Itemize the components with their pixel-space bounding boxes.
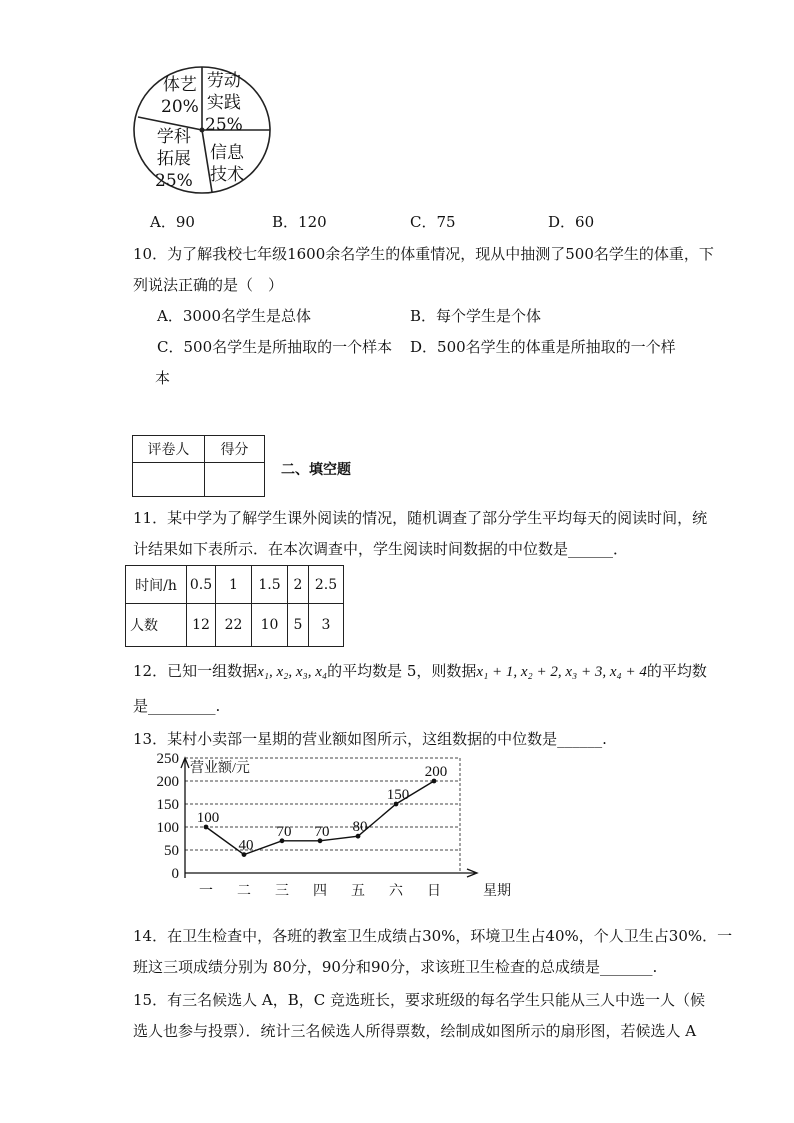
y-tick-label: 150 xyxy=(156,797,179,813)
pie-center xyxy=(200,128,205,133)
option-text: 3000名学生是总体 xyxy=(182,307,312,325)
y-tick-label: 250 xyxy=(156,751,179,767)
table-cell: 0.5 xyxy=(187,566,216,604)
table-cell: 5 xyxy=(288,604,309,647)
q10-option-d[interactable] xyxy=(410,337,676,357)
q10-option-a[interactable] xyxy=(157,306,311,326)
q12-prefix: 12．已知一组数据 xyxy=(133,662,258,680)
q10-stem-line1: 10．为了解我校七年级1600余名学生的体重情况，现从中抽测了500名学生的体重，下 xyxy=(133,245,714,263)
option-text: 120 xyxy=(298,213,327,231)
q10-option-c[interactable] xyxy=(157,337,392,357)
option-text: 90 xyxy=(175,213,195,231)
x-tick-label: 四 xyxy=(313,884,327,899)
table-cell: 22 xyxy=(216,604,252,647)
pie-label-xueke xyxy=(155,126,193,192)
q14-stem-line1: 14．在卫生检查中，各班的教室卫生成绩占30%，环境卫生占40%，个人卫生占30%．一 xyxy=(133,927,733,945)
pie-label-line: 信息 xyxy=(210,143,244,163)
score-cell[interactable] xyxy=(204,463,264,497)
x-tick-label: 六 xyxy=(389,884,403,899)
data-label: 70 xyxy=(314,823,330,840)
option-letter: D． xyxy=(410,338,438,356)
data-label: 100 xyxy=(196,810,220,826)
pie-label-line: 技术 xyxy=(210,165,244,185)
x-tick-label: 五 xyxy=(351,884,365,899)
grader-table xyxy=(132,435,265,497)
q10-option-d-wrap: 本 xyxy=(155,369,171,387)
option-letter: C． xyxy=(157,338,184,356)
option-letter: C． xyxy=(410,213,437,231)
x-tick-label: 二 xyxy=(237,884,251,899)
q14-stem-line2: 班这三项成绩分别为 80分，90分和90分，求该班卫生检查的总成绩是_______. xyxy=(133,958,658,976)
score-header: 得分 xyxy=(204,436,264,463)
pie-label-xinxi xyxy=(210,142,244,186)
option-text: 每个学生是个体 xyxy=(436,307,542,325)
q15-stem-line1: 15．有三名候选人 A，B，C 竞选班长，要求班级的每名学生只能从三人中选一人（候 xyxy=(133,991,705,1009)
y-tick-label: 100 xyxy=(156,820,179,836)
q12-stem-line2: 是_________. xyxy=(133,697,221,715)
table-cell: 1.5 xyxy=(252,566,288,604)
option-text: 60 xyxy=(575,213,595,231)
q9-option-c[interactable] xyxy=(410,212,456,232)
data-label: 70 xyxy=(276,823,292,840)
pie-label-line: 拓展 xyxy=(156,149,191,169)
q13-stem: 13．某村小卖部一星期的营业额如图所示，这组数据的中位数是______. xyxy=(133,730,607,748)
table-header-count: 人数 xyxy=(126,604,187,647)
y-tick-label: 200 xyxy=(156,774,179,790)
pie-label-line: 学科 xyxy=(156,127,191,147)
q11-stem-line1: 11．某中学为了解学生课外阅读的情况，随机调查了部分学生平均每天的阅读时间，统 xyxy=(133,509,708,527)
q10-stem-line2: 列说法正确的是（ ） xyxy=(133,276,284,294)
table-cell: 1 xyxy=(216,566,252,604)
x-tick-label: 一 xyxy=(199,884,213,899)
pie-label-tiyi xyxy=(161,74,199,118)
q9-option-d[interactable] xyxy=(548,212,594,232)
option-letter: A． xyxy=(150,213,176,231)
table-cell: 2.5 xyxy=(309,566,344,604)
section-title: 二、填空题 xyxy=(281,462,351,478)
y-tick-label: 50 xyxy=(164,843,179,859)
x-tick-label: 三 xyxy=(275,884,289,899)
q12-stem-line1 xyxy=(133,661,707,682)
q10-option-b[interactable] xyxy=(410,306,541,326)
option-text: 500名学生的体重是所抽取的一个样 xyxy=(437,338,676,356)
data-label: 150 xyxy=(386,787,410,803)
data-label: 40 xyxy=(238,837,254,854)
q9-option-a[interactable] xyxy=(150,212,195,232)
option-text: 75 xyxy=(436,213,456,231)
option-letter: B． xyxy=(272,213,299,231)
table-cell: 10 xyxy=(252,604,288,647)
q12-mid: 的平均数是 5，则数据 xyxy=(327,662,477,680)
data-label: 80 xyxy=(352,819,368,836)
pie-label-line: 25% xyxy=(155,171,193,191)
x-tick-label: 日 xyxy=(427,884,441,899)
grader-header: 评卷人 xyxy=(133,436,205,463)
q12-expr: x₁ + 1, x₂ + 2, x₃ + 3, x₄ + 4 xyxy=(476,664,647,680)
pie-label-line: 20% xyxy=(161,97,199,117)
q11-stem-line2: 计结果如下表所示．在本次调查中，学生阅读时间数据的中位数是______． xyxy=(133,540,629,558)
y-tick-label: 0 xyxy=(171,866,179,882)
pie-label-laodong xyxy=(205,70,243,136)
option-letter: D． xyxy=(548,213,576,231)
table-cell: 3 xyxy=(309,604,344,647)
x-axis-label: 星期 xyxy=(483,884,511,899)
table-header-time: 时间/h xyxy=(126,566,187,604)
line-chart xyxy=(145,751,511,915)
grader-cell[interactable] xyxy=(133,463,205,497)
pie-label-line: 实践 xyxy=(206,93,241,113)
reading-time-table xyxy=(125,565,344,647)
table-cell: 2 xyxy=(288,566,309,604)
pie-label-line: 25% xyxy=(205,115,243,135)
pie-label-line: 体艺 xyxy=(162,75,197,95)
data-label: 200 xyxy=(424,764,448,780)
y-axis-label: 营业额/元 xyxy=(190,761,250,776)
q15-stem-line2: 选人也参与投票）．统计三名候选人所得票数，绘制成如图所示的扇形图，若候选人 A xyxy=(133,1022,697,1040)
q9-option-b[interactable] xyxy=(272,212,327,232)
table-cell: 12 xyxy=(187,604,216,647)
q12-vars: x₁, x₂, x₃, x₄ xyxy=(257,664,328,680)
q12-suffix: 的平均数 xyxy=(646,662,707,680)
option-text: 500名学生是所抽取的一个样本 xyxy=(183,338,393,356)
option-letter: B． xyxy=(410,307,437,325)
option-letter: A． xyxy=(157,307,183,325)
pie-label-line: 劳动 xyxy=(206,71,241,91)
